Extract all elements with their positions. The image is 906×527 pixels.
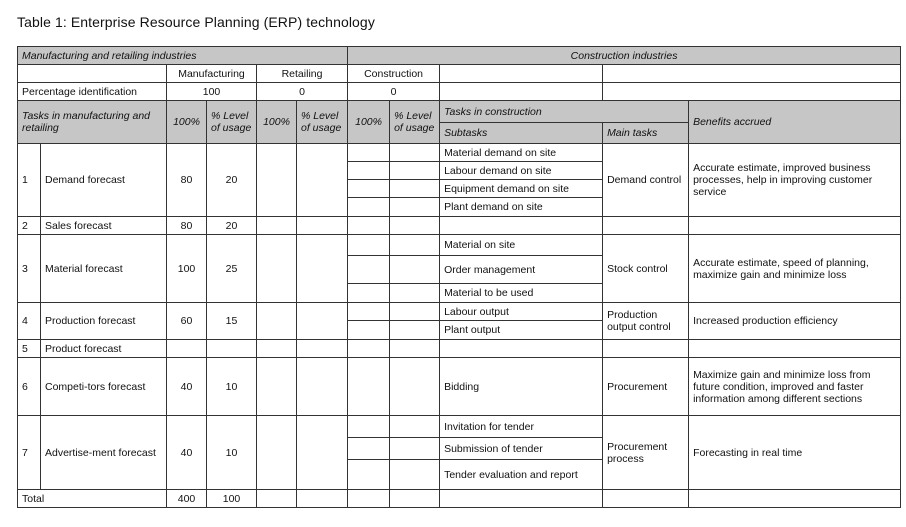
blank-cell (390, 358, 440, 416)
subtask: Labour output (440, 303, 603, 321)
task-name: Demand forecast (41, 144, 167, 217)
blank-cell (297, 416, 348, 490)
group-header-manufacturing: Manufacturing and retailing industries (18, 47, 348, 65)
subtask: Tender evaluation and report (440, 460, 603, 490)
blank-cell (348, 460, 390, 490)
blank-cell (297, 144, 348, 217)
row-number: 3 (18, 235, 41, 303)
table-caption: Table 1: Enterprise Resource Planning (ERP) technology (17, 14, 375, 30)
blank-cell (603, 490, 689, 508)
benefit: Increased production efficiency (689, 303, 901, 340)
blank-cell (440, 340, 603, 358)
main-task: Stock control (603, 235, 689, 303)
pct-retailing: 0 (257, 83, 348, 101)
tasks-con-header: Tasks in construction (440, 101, 689, 123)
task-name: Sales forecast (41, 217, 167, 235)
row-number: 1 (18, 144, 41, 217)
blank-cell (348, 321, 390, 340)
blank-cell (257, 303, 297, 340)
blank-cell (348, 490, 390, 508)
blank-cell (440, 490, 603, 508)
subtask: Material on site (440, 235, 603, 256)
blank-cell (390, 198, 440, 217)
benefit: Accurate estimate, improved business processes, help in improving customer service (689, 144, 901, 217)
benefits-header: Benefits accrued (689, 101, 901, 144)
pct-manufacturing: 100 (167, 83, 257, 101)
subtask: Labour demand on site (440, 162, 603, 180)
blank-cell (348, 162, 390, 180)
blank-cell (257, 144, 297, 217)
row-number: 6 (18, 358, 41, 416)
blank-cell (348, 358, 390, 416)
blank-cell (390, 256, 440, 284)
ret-100-header: 100% (257, 101, 297, 144)
group-header-construction: Construction industries (348, 47, 901, 65)
pct-construction: 0 (348, 83, 440, 101)
blank-cell (390, 460, 440, 490)
subtask: Material to be used (440, 284, 603, 303)
blank-cell (297, 235, 348, 303)
blank-cell (390, 144, 440, 162)
task-name: Production forecast (41, 303, 167, 340)
blank-cell (257, 490, 297, 508)
blank-cell (167, 340, 207, 358)
blank-cell (440, 217, 603, 235)
con-100-header: 100% (348, 101, 390, 144)
pct-identification-label: Percentage identification (18, 83, 167, 101)
subtask: Plant output (440, 321, 603, 340)
blank-cell (348, 256, 390, 284)
ret-level-header: % Level of usage (297, 101, 348, 144)
subtask: Material demand on site (440, 144, 603, 162)
blank-cell (297, 217, 348, 235)
subtask: Order management (440, 256, 603, 284)
blank-cell (348, 340, 390, 358)
blank-cell (390, 162, 440, 180)
erp-table (17, 46, 901, 508)
main-task: Production output control (603, 303, 689, 340)
benefit: Forecasting in real time (689, 416, 901, 490)
mfg-percent: 80 (167, 144, 207, 217)
blank-cell (348, 217, 390, 235)
task-name: Competi-tors forecast (41, 358, 167, 416)
benefit: Maximize gain and minimize loss from future condition, improved and faster information among different sections (689, 358, 901, 416)
blank-cell (348, 144, 390, 162)
blank-cell (257, 217, 297, 235)
blank-cell (297, 490, 348, 508)
blank-cell (390, 217, 440, 235)
blank-cell (390, 416, 440, 438)
mfg-level: 10 (207, 416, 257, 490)
blank-cell (297, 358, 348, 416)
mfg-percent: 100 (167, 235, 207, 303)
blank-cell (297, 340, 348, 358)
task-name: Advertise-ment forecast (41, 416, 167, 490)
blank-cell (603, 217, 689, 235)
task-name: Product forecast (41, 340, 167, 358)
main-task: Procurement (603, 358, 689, 416)
blank-cell (390, 235, 440, 256)
mfg-level: 25 (207, 235, 257, 303)
blank-cell (348, 198, 390, 217)
blank-cell (348, 284, 390, 303)
blank-cell (297, 303, 348, 340)
con-level-header: % Level of usage (390, 101, 440, 144)
mfg-level-header: % Level of usage (207, 101, 257, 144)
blank-cell (390, 321, 440, 340)
subtask: Bidding (440, 358, 603, 416)
blank-cell (689, 217, 901, 235)
blank-cell (440, 65, 603, 83)
subtask: Plant demand on site (440, 198, 603, 217)
mfg-percent: 40 (167, 358, 207, 416)
mfg-percent: 60 (167, 303, 207, 340)
total-label: Total (18, 490, 167, 508)
header-manufacturing: Manufacturing (167, 65, 257, 83)
main-tasks-header: Main tasks (603, 123, 689, 144)
blank-cell (689, 340, 901, 358)
blank-cell (257, 416, 297, 490)
header-construction: Construction (348, 65, 440, 83)
blank-cell (257, 340, 297, 358)
blank-cell (603, 340, 689, 358)
blank-cell (348, 180, 390, 198)
subtask: Invitation for tender (440, 416, 603, 438)
mfg-100-header: 100% (167, 101, 207, 144)
mfg-level: 10 (207, 358, 257, 416)
subtask: Submission of tender (440, 438, 603, 460)
blank-cell (390, 438, 440, 460)
mfg-percent: 40 (167, 416, 207, 490)
tasks-mfg-header: Tasks in manufacturing and retailing (18, 101, 167, 144)
blank-cell (348, 438, 390, 460)
row-number: 2 (18, 217, 41, 235)
blank-cell (603, 83, 901, 101)
blank-cell (207, 340, 257, 358)
benefit: Accurate estimate, speed of planning, maximize gain and minimize loss (689, 235, 901, 303)
mfg-percent: 80 (167, 217, 207, 235)
blank-cell (440, 83, 603, 101)
header-retailing: Retailing (257, 65, 348, 83)
row-number: 7 (18, 416, 41, 490)
task-name: Material forecast (41, 235, 167, 303)
mfg-level: 15 (207, 303, 257, 340)
blank-cell (390, 490, 440, 508)
mfg-level: 20 (207, 217, 257, 235)
row-number: 4 (18, 303, 41, 340)
blank-cell (348, 416, 390, 438)
blank-cell (18, 65, 167, 83)
total-mfg-percent: 400 (167, 490, 207, 508)
blank-cell (390, 284, 440, 303)
blank-cell (257, 235, 297, 303)
blank-cell (390, 303, 440, 321)
main-task: Procurement process (603, 416, 689, 490)
blank-cell (390, 180, 440, 198)
main-task: Demand control (603, 144, 689, 217)
row-number: 5 (18, 340, 41, 358)
mfg-level: 20 (207, 144, 257, 217)
blank-cell (689, 490, 901, 508)
blank-cell (603, 65, 901, 83)
blank-cell (257, 358, 297, 416)
blank-cell (348, 235, 390, 256)
subtask: Equipment demand on site (440, 180, 603, 198)
subtasks-header: Subtasks (440, 123, 603, 144)
blank-cell (348, 303, 390, 321)
blank-cell (390, 340, 440, 358)
total-mfg-level: 100 (207, 490, 257, 508)
